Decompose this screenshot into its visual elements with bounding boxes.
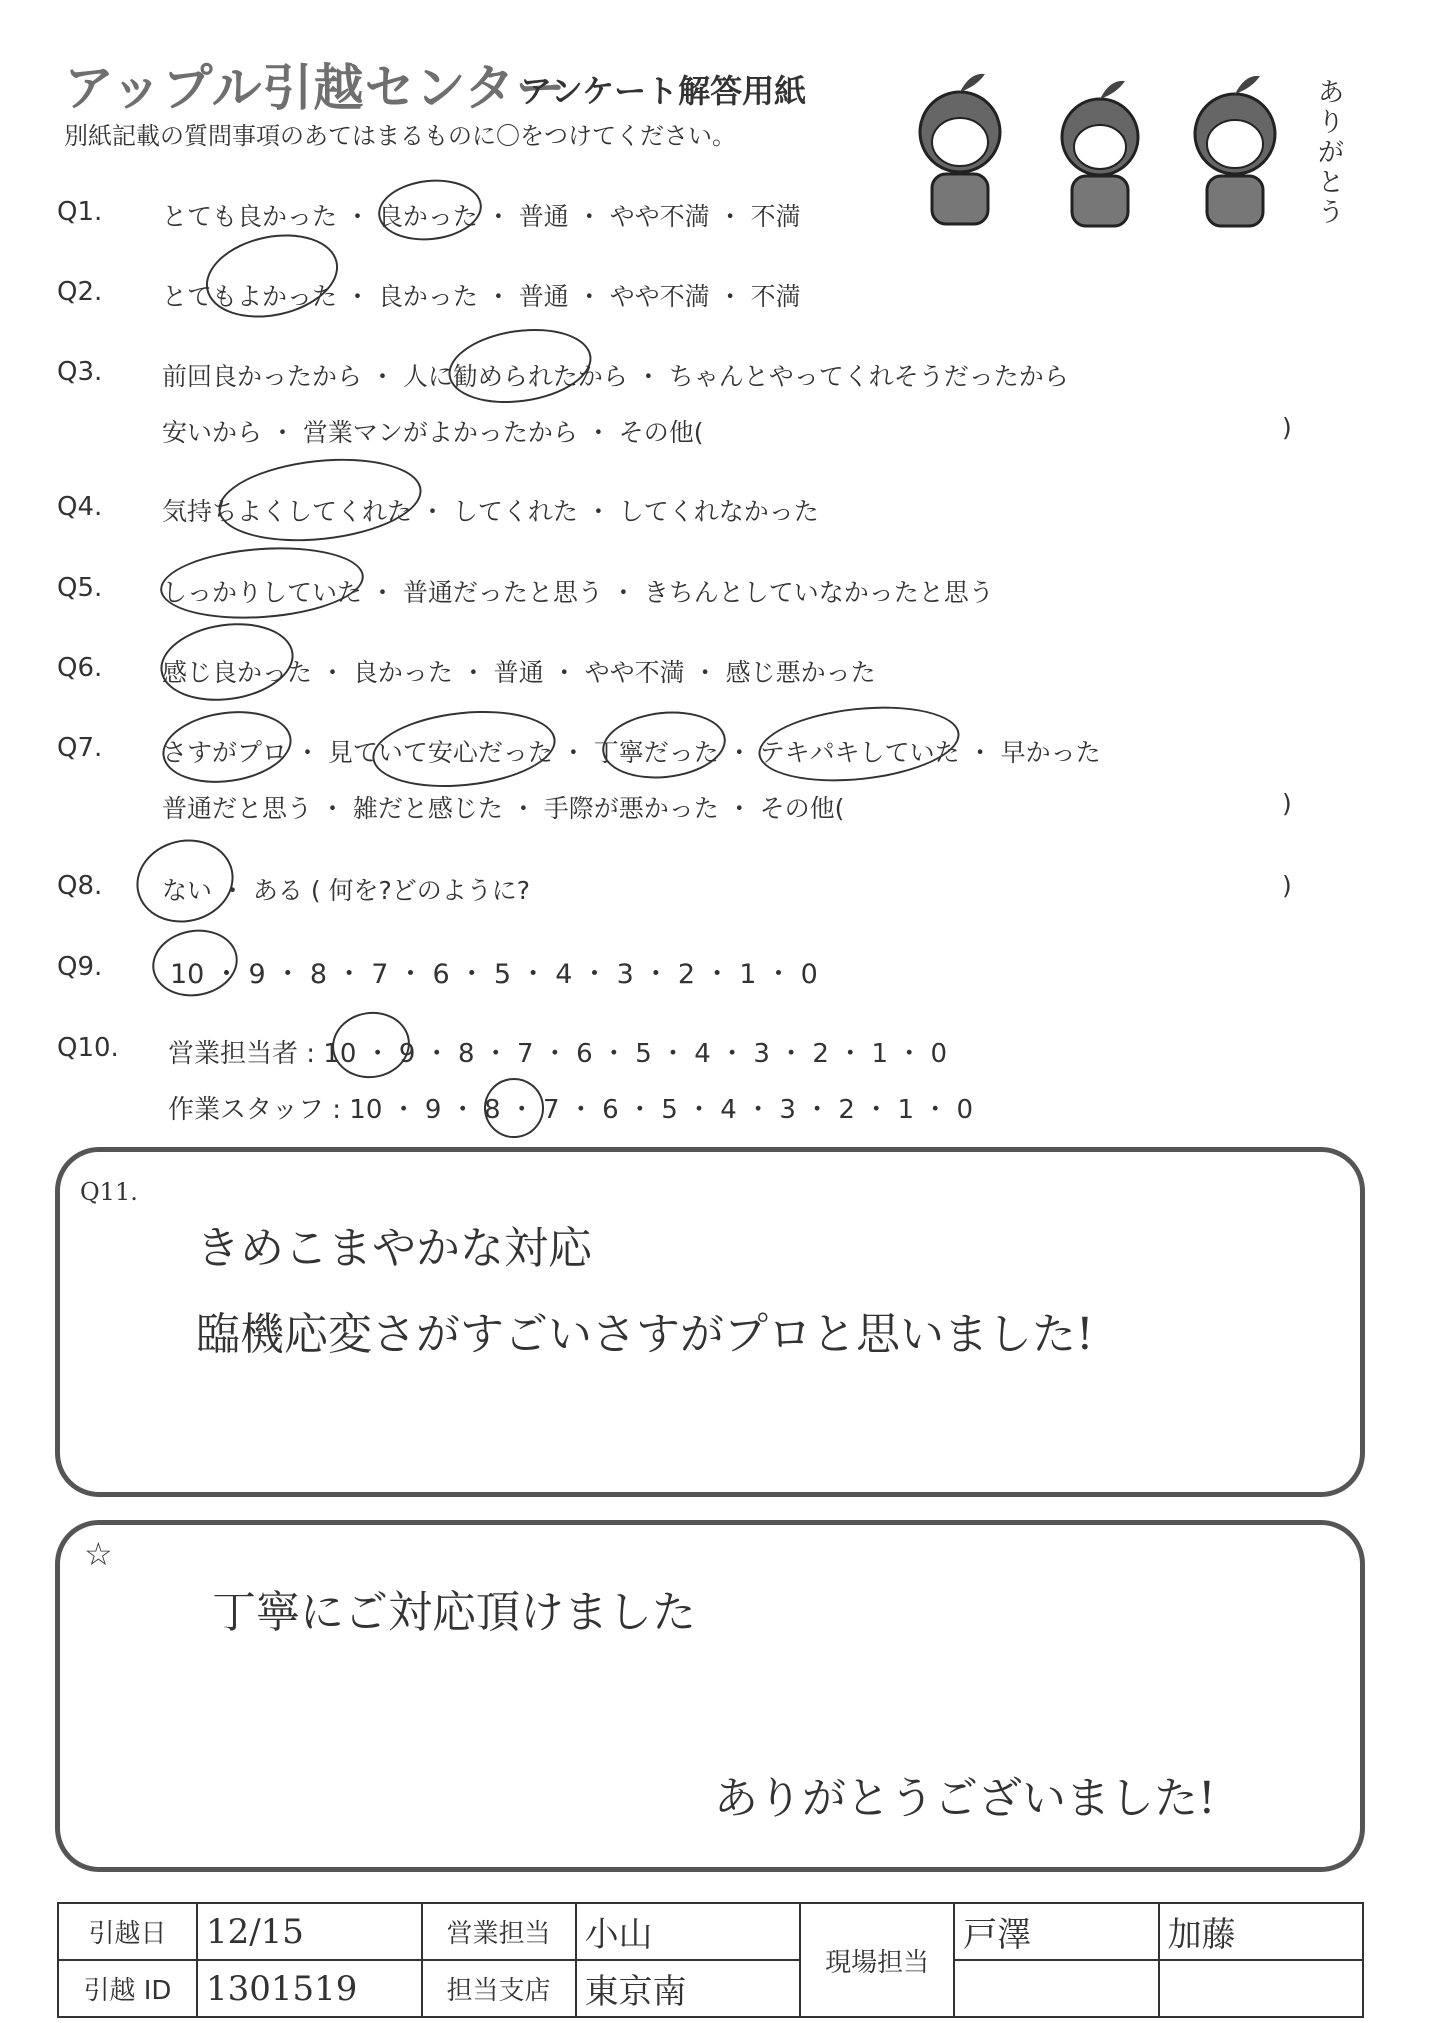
q9-scale: 10 ・ 9 ・ 8 ・ 7 ・ 6 ・ 5 ・ 4 ・ 3 ・ 2 ・ 1 ・ 0 — [170, 959, 818, 990]
selection-circle — [155, 615, 298, 709]
selection-circle — [198, 223, 346, 329]
q10-number: Q10. — [57, 1033, 119, 1063]
q8-close-paren: ) — [1282, 871, 1292, 900]
move-id-label: 引越 ID — [58, 1960, 197, 2017]
q5-options: しっかりしていた ・ 普通だったと思う ・ きちんとしていなかったと思う — [162, 578, 994, 607]
q3-close-paren: ) — [1282, 413, 1292, 442]
q3-number: Q3. — [57, 357, 103, 387]
instruction-text: 別紙記載の質問事項のあてはまるものに〇をつけてください。 — [64, 122, 736, 150]
selection-circle — [158, 703, 296, 790]
site-label: 現場担当 — [800, 1903, 954, 2017]
q10-sales-scale: 営業担当者 : 10 ・ 9 ・ 8 ・ 7 ・ 6 ・ 5 ・ 4 ・ 3 ・ 2 ・ 1 ・ 0 — [168, 1039, 948, 1069]
q3-options-line2: 安いから ・ 営業マンがよかったから ・ その他( — [162, 418, 704, 447]
sales-value: 小山 — [576, 1903, 801, 1960]
q8-number: Q8. — [57, 871, 103, 901]
q11-handwritten-line1: きめこまやかな対応 — [196, 1223, 592, 1274]
q4-number: Q4. — [57, 492, 103, 522]
thanks-vertical-text: ありがとう — [1318, 78, 1345, 228]
q1-options: とても良かった ・ 良かった ・ 普通 ・ やや不満 ・ 不満 — [162, 202, 801, 231]
comment-handwritten-line1: 丁寧にご対応頂けました — [212, 1587, 696, 1638]
q6-number: Q6. — [57, 653, 103, 683]
selection-circle — [214, 450, 425, 551]
star-icon: ☆ — [84, 1535, 113, 1573]
selection-circle — [599, 706, 729, 785]
q7-options-line1: さすがプロ ・ 見ていて安心だった ・ 丁寧だった ・ テキパキしていた ・ 早かった — [162, 738, 1101, 767]
q7-options-line2: 普通だと思う ・ 雑だと感じた ・ 手際が悪かった ・ その他( — [162, 794, 845, 823]
selection-circle — [755, 698, 963, 791]
sales-label: 営業担当 — [422, 1903, 576, 1960]
site-staff-2-empty — [1159, 1960, 1363, 2017]
selection-circle — [444, 320, 597, 411]
q10-staff-scale: 作業スタッフ : 10 ・ 9 ・ 8 ・ 7 ・ 6 ・ 5 ・ 4 ・ 3 ・ 2 ・ 1 ・ 0 — [168, 1095, 974, 1125]
q11-handwritten-line2: 臨機応変さがすごいさすがプロと思いました! — [196, 1309, 1094, 1360]
selection-circle — [375, 175, 485, 246]
q7-number: Q7. — [57, 733, 103, 763]
q7-close-paren: ) — [1282, 789, 1292, 818]
q8-options: ない ・ ある ( 何を?どのように? — [162, 876, 531, 905]
q2-number: Q2. — [57, 277, 103, 307]
q1-number: Q1. — [57, 197, 103, 227]
q9-number: Q9. — [57, 952, 103, 982]
move-id-value: 1301519 — [197, 1960, 422, 2017]
brand-title: アップル引越センター — [64, 59, 567, 117]
comment-handwritten-line2: ありがとうございました! — [714, 1773, 1216, 1824]
selection-circle — [328, 1007, 414, 1083]
footer-info-table — [57, 1902, 1364, 2018]
selection-circle — [158, 541, 366, 625]
selection-circle — [369, 703, 560, 796]
q5-number: Q5. — [57, 573, 103, 603]
site-staff-1-empty — [954, 1960, 1158, 2017]
selection-circle — [128, 829, 243, 932]
q2-options: とてもよかった ・ 良かった ・ 普通 ・ やや不満 ・ 不満 — [162, 282, 801, 311]
q6-options: 感じ良かった ・ 良かった ・ 普通 ・ やや不満 ・ 感じ悪かった — [162, 658, 876, 687]
move-date-value: 12/15 — [197, 1903, 422, 1960]
q11-label: Q11. — [80, 1178, 138, 1206]
site-staff-2-value: 加藤 — [1159, 1903, 1363, 1960]
branch-value: 東京南 — [576, 1960, 801, 2017]
q3-options-line1: 前回良かったから ・ 人に勧められたから ・ ちゃんとやってくれそうだったから — [162, 362, 1069, 391]
form-subtitle: アンケート解答用紙 — [520, 72, 807, 110]
move-date-label: 引越日 — [58, 1903, 197, 1960]
q4-options: 気持ちよくしてくれた ・ してくれた ・ してくれなかった — [162, 497, 819, 526]
site-staff-1-value: 戸澤 — [954, 1903, 1158, 1960]
mascot-drawing — [900, 62, 1360, 242]
branch-label: 担当支店 — [422, 1960, 576, 2017]
monkey-mascots-illustration — [900, 62, 1360, 242]
selection-circle — [480, 1074, 548, 1142]
